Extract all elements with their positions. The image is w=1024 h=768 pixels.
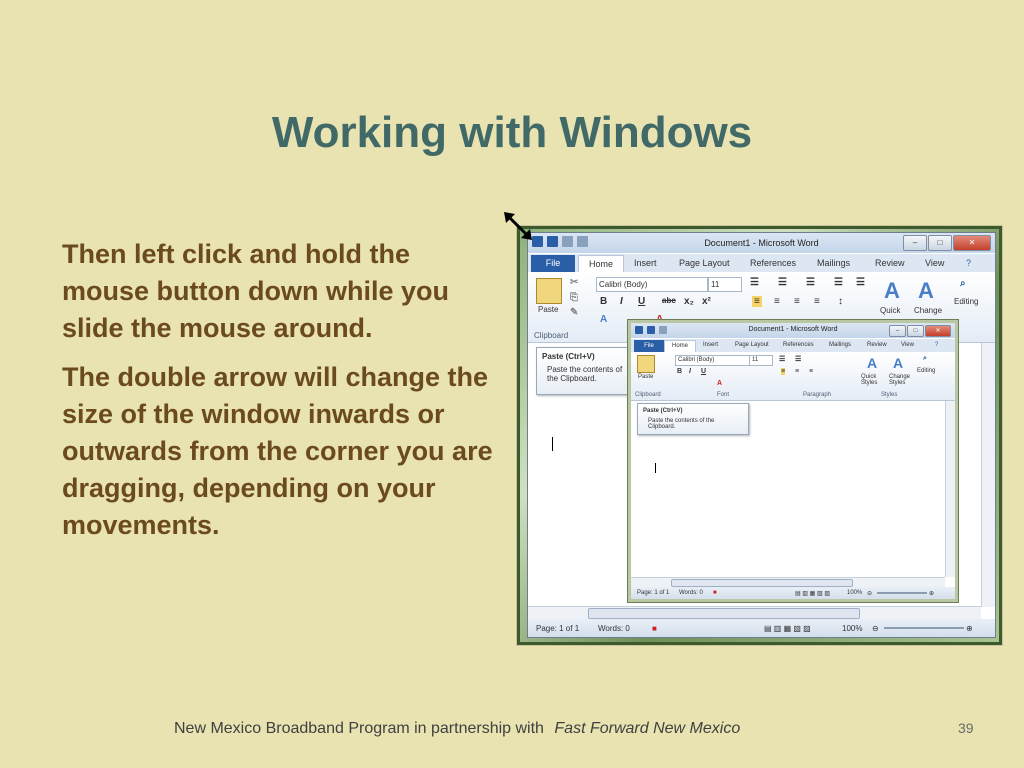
align-right-icon[interactable]: ≡ bbox=[794, 296, 800, 307]
word-window-resized bbox=[628, 320, 958, 602]
tab-view[interactable]: View bbox=[925, 258, 945, 268]
close-button[interactable]: ✕ bbox=[953, 235, 991, 251]
window-title: Document1 - Microsoft Word bbox=[748, 326, 838, 333]
paste-tooltip bbox=[637, 403, 749, 435]
decrease-indent-icon[interactable]: ☰ bbox=[834, 277, 843, 288]
status-words[interactable]: Words: 0 bbox=[679, 590, 703, 596]
zoom-slider[interactable] bbox=[877, 592, 927, 594]
font-size-field[interactable]: 11 bbox=[749, 355, 773, 366]
quick-styles-label[interactable]: Quick Styles bbox=[861, 374, 878, 386]
styles-group-label: Styles bbox=[881, 392, 898, 398]
tab-references[interactable]: References bbox=[783, 342, 814, 348]
horizontal-scroll-thumb[interactable] bbox=[671, 579, 853, 587]
align-center-icon[interactable]: ≡ bbox=[795, 368, 800, 375]
text-effects-icon[interactable]: A bbox=[600, 314, 608, 325]
tab-view[interactable]: View bbox=[901, 342, 914, 348]
vertical-scrollbar[interactable] bbox=[945, 401, 955, 577]
minimize-button[interactable]: – bbox=[903, 235, 927, 251]
format-painter-icon[interactable]: ✎ bbox=[570, 307, 579, 318]
change-styles-icon[interactable]: A bbox=[893, 355, 904, 371]
text-cursor bbox=[655, 463, 656, 473]
align-center-icon[interactable]: ≡ bbox=[774, 296, 780, 307]
underline-icon[interactable]: U bbox=[701, 368, 707, 375]
editing-label[interactable]: Editing bbox=[917, 368, 936, 374]
window-title: Document1 - Microsoft Word bbox=[704, 238, 819, 248]
proofing-icon[interactable]: ■ bbox=[652, 624, 657, 633]
status-bar bbox=[631, 587, 955, 599]
tooltip-title: Paste (Ctrl+V) bbox=[542, 352, 595, 361]
footer-partner: Fast Forward New Mexico bbox=[554, 720, 741, 737]
diagonal-resize-arrow-icon bbox=[502, 210, 534, 242]
underline-icon[interactable]: U bbox=[638, 296, 646, 307]
help-icon[interactable]: ? bbox=[966, 258, 972, 268]
tab-home[interactable]: Home bbox=[578, 255, 624, 273]
paragraph-group-label: Paragraph bbox=[803, 392, 832, 398]
italic-icon[interactable]: I bbox=[620, 296, 623, 307]
status-words[interactable]: Words: 0 bbox=[598, 624, 630, 633]
tooltip-title: Paste (Ctrl+V) bbox=[643, 408, 683, 414]
line-spacing-icon[interactable]: ↕ bbox=[838, 296, 843, 307]
zoom-in-icon[interactable]: ⊕ bbox=[966, 624, 973, 633]
tab-review[interactable]: Review bbox=[867, 342, 887, 348]
view-buttons[interactable]: ▤ ▥ ▦ ▧ ▨ bbox=[795, 591, 831, 597]
view-buttons[interactable]: ▤ ▥ ▦ ▧ ▨ bbox=[764, 624, 811, 633]
maximize-button[interactable]: □ bbox=[928, 235, 952, 251]
strikethrough-icon[interactable]: abc bbox=[662, 296, 676, 305]
tab-file[interactable]: File bbox=[634, 340, 664, 352]
paste-icon[interactable] bbox=[637, 355, 655, 373]
copy-icon[interactable]: ⎘ bbox=[570, 292, 578, 303]
ribbon-tabs bbox=[631, 339, 955, 352]
maximize-button[interactable]: □ bbox=[907, 325, 924, 337]
document-area[interactable] bbox=[635, 401, 945, 577]
align-right-icon[interactable]: ≡ bbox=[809, 368, 814, 375]
align-left-icon[interactable]: ≡ bbox=[781, 368, 786, 375]
proofing-icon[interactable]: ■ bbox=[713, 590, 717, 596]
zoom-level[interactable]: 100% bbox=[842, 624, 863, 633]
change-styles-label[interactable]: Change Styles bbox=[889, 374, 911, 386]
zoom-out-icon[interactable]: ⊖ bbox=[867, 591, 873, 597]
cut-icon[interactable]: ✂ bbox=[570, 277, 579, 288]
clipboard-group-label: Clipboard bbox=[534, 331, 569, 340]
paragraph-click-hold: Then left click and hold the mouse button down while you slide the mouse around. bbox=[62, 239, 449, 343]
editing-label[interactable]: Editing bbox=[954, 297, 979, 306]
paste-tooltip bbox=[536, 347, 638, 395]
font-color-icon[interactable]: A bbox=[717, 380, 723, 387]
font-name-field[interactable]: Calibri (Body) bbox=[596, 277, 708, 292]
subscript-icon[interactable]: x₂ bbox=[684, 296, 695, 307]
text-cursor bbox=[552, 437, 553, 451]
font-size-field[interactable]: 11 bbox=[708, 277, 742, 292]
bullets-icon[interactable]: ☰ bbox=[779, 356, 786, 363]
title-bar[interactable] bbox=[528, 233, 995, 253]
status-bar bbox=[528, 619, 995, 637]
numbering-icon[interactable]: ☰ bbox=[795, 356, 802, 363]
tab-file[interactable]: File bbox=[531, 255, 575, 272]
multilevel-list-icon[interactable]: ☰ bbox=[806, 277, 815, 288]
change-styles-icon[interactable]: A bbox=[918, 278, 934, 303]
zoom-level[interactable]: 100% bbox=[847, 590, 863, 596]
increase-indent-icon[interactable]: ☰ bbox=[856, 277, 865, 288]
italic-icon[interactable]: I bbox=[689, 368, 691, 375]
horizontal-scrollbar[interactable] bbox=[631, 577, 945, 587]
paste-label[interactable]: Paste bbox=[538, 305, 559, 314]
zoom-slider[interactable] bbox=[884, 627, 964, 629]
tab-insert[interactable]: Insert bbox=[634, 258, 657, 268]
horizontal-scrollbar[interactable] bbox=[528, 606, 981, 619]
paste-icon[interactable] bbox=[536, 278, 562, 304]
change-styles-label[interactable]: Change bbox=[914, 306, 943, 315]
ribbon bbox=[631, 352, 955, 401]
font-group-label: Font bbox=[717, 392, 730, 398]
help-icon[interactable]: ? bbox=[935, 342, 939, 348]
slide-title: Working with Windows bbox=[271, 108, 753, 157]
clipboard-group-label: Clipboard bbox=[635, 392, 661, 398]
zoom-in-icon[interactable]: ⊕ bbox=[929, 591, 935, 597]
tooltip-description: Paste the contents of the Clipboard. bbox=[648, 418, 715, 430]
status-page[interactable]: Page: 1 of 1 bbox=[637, 590, 670, 596]
numbering-icon[interactable]: ☰ bbox=[778, 277, 787, 288]
tab-mailings[interactable]: Mailings bbox=[829, 342, 852, 348]
tab-insert[interactable]: Insert bbox=[703, 342, 719, 348]
font-name-field[interactable]: Calibri (Body) bbox=[675, 355, 751, 366]
title-bar[interactable] bbox=[631, 323, 955, 338]
binoculars-icon[interactable]: ⌕ bbox=[923, 355, 927, 362]
bold-icon[interactable]: B bbox=[600, 296, 608, 307]
quick-styles-label[interactable]: Quick bbox=[880, 306, 901, 315]
bold-icon[interactable]: B bbox=[677, 368, 683, 375]
horizontal-scroll-thumb[interactable] bbox=[588, 608, 860, 619]
slide-body bbox=[62, 236, 502, 556]
tab-page-layout[interactable]: Page Layout bbox=[735, 342, 769, 348]
tab-home[interactable]: Home bbox=[664, 340, 696, 353]
tooltip-description: Paste the contents of the Clipboard. bbox=[547, 365, 623, 383]
binoculars-icon[interactable]: ⌕ bbox=[960, 278, 966, 289]
quick-styles-icon[interactable]: A bbox=[884, 278, 900, 303]
minimize-button[interactable]: – bbox=[889, 325, 906, 337]
quick-styles-icon[interactable]: A bbox=[867, 355, 878, 371]
tab-review[interactable]: Review bbox=[875, 258, 905, 268]
status-page[interactable]: Page: 1 of 1 bbox=[536, 624, 580, 633]
close-button[interactable]: ✕ bbox=[925, 325, 951, 337]
tab-mailings[interactable]: Mailings bbox=[817, 258, 851, 268]
tab-references[interactable]: References bbox=[750, 258, 797, 268]
paste-label[interactable]: Paste bbox=[638, 374, 654, 380]
footer-text: New Mexico Broadband Program in partnership with bbox=[174, 720, 544, 737]
ribbon-tabs bbox=[528, 254, 995, 272]
justify-icon[interactable]: ≡ bbox=[814, 296, 820, 307]
align-left-icon[interactable]: ≡ bbox=[754, 296, 760, 307]
vertical-scrollbar[interactable] bbox=[981, 343, 995, 607]
tab-page-layout[interactable]: Page Layout bbox=[679, 258, 730, 268]
superscript-icon[interactable]: x² bbox=[702, 296, 711, 307]
bullets-icon[interactable]: ☰ bbox=[750, 277, 759, 288]
zoom-out-icon[interactable]: ⊖ bbox=[872, 624, 879, 633]
paragraph-double-arrow: The double arrow will change the size of the window inwards or outwards from the corner you are dragging, depending on your movements. bbox=[62, 362, 493, 540]
footer bbox=[174, 720, 740, 738]
slide-number: 39 bbox=[958, 720, 974, 736]
